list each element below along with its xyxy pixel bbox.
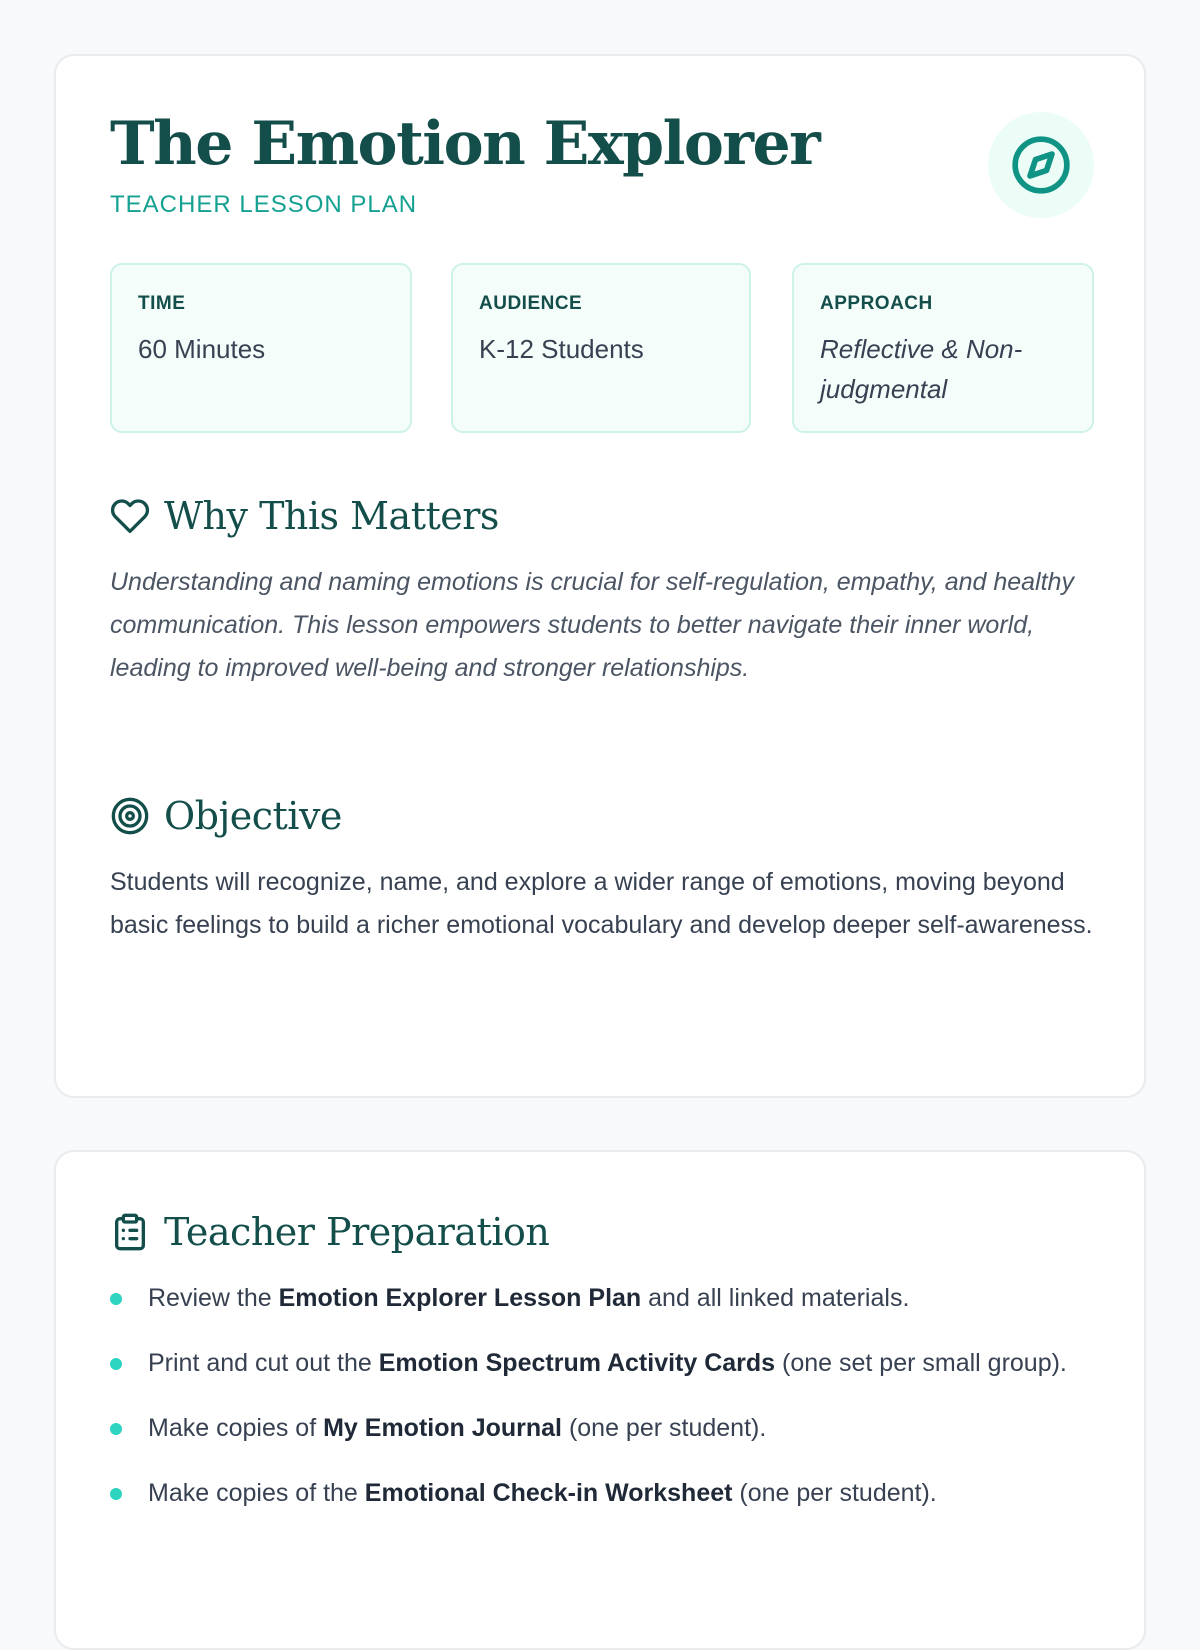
why-text: Understanding and naming emotions is crucial for self-regulation, empathy, and healthy communication. This lesson empowers students to better navigate their inner world, leading to improved well-being and stronger relationships. [110, 568, 1074, 682]
meta-label: AUDIENCE [479, 293, 583, 314]
heart-icon [110, 496, 150, 536]
list-item: Print and cut out the Emotion Spectrum Activity Cards (one set per small group). [110, 1343, 1110, 1383]
compass-badge [988, 112, 1094, 218]
meta-value: 60 Minutes [138, 334, 266, 364]
list-item: Make copies of the Emotional Check-in Worksheet (one per student). [110, 1473, 1110, 1513]
objective-text: Students will recognize, name, and explore a wider range of emotions, moving beyond basic feelings to build a richer emotional vocabulary and develop deeper self-awareness. [110, 868, 1093, 939]
why-heading: Why This Matters [164, 494, 499, 538]
compass-icon [1010, 134, 1072, 196]
bullet-dot [110, 1488, 122, 1500]
objective-heading: Objective [164, 794, 342, 838]
meta-label: TIME [138, 293, 186, 314]
preparation-section-header [110, 1206, 549, 1258]
preparation-list [110, 1278, 1110, 1538]
bullet-dot [110, 1293, 122, 1305]
meta-card-approach [792, 263, 1094, 433]
page-subtitle: TEACHER LESSON PLAN [110, 191, 418, 218]
objective-section-header [110, 790, 342, 842]
meta-card-audience [451, 263, 751, 433]
list-item: Review the Emotion Explorer Lesson Plan and all linked materials. [110, 1278, 1110, 1318]
meta-value: Reflective & Non-judgmental [820, 334, 1023, 404]
why-section-header [110, 490, 499, 542]
teacher-preparation-card [54, 1150, 1146, 1650]
meta-value: K-12 Students [479, 334, 644, 364]
lesson-overview-card [54, 54, 1146, 1098]
bullet-dot [110, 1423, 122, 1435]
meta-card-time [110, 263, 412, 433]
meta-label: APPROACH [820, 293, 933, 314]
bullet-dot [110, 1358, 122, 1370]
target-icon [110, 796, 150, 836]
clipboard-icon [110, 1212, 150, 1252]
page-title: The Emotion Explorer [110, 109, 820, 179]
preparation-heading: Teacher Preparation [164, 1210, 550, 1254]
list-item: Make copies of My Emotion Journal (one per student). [110, 1408, 1110, 1448]
